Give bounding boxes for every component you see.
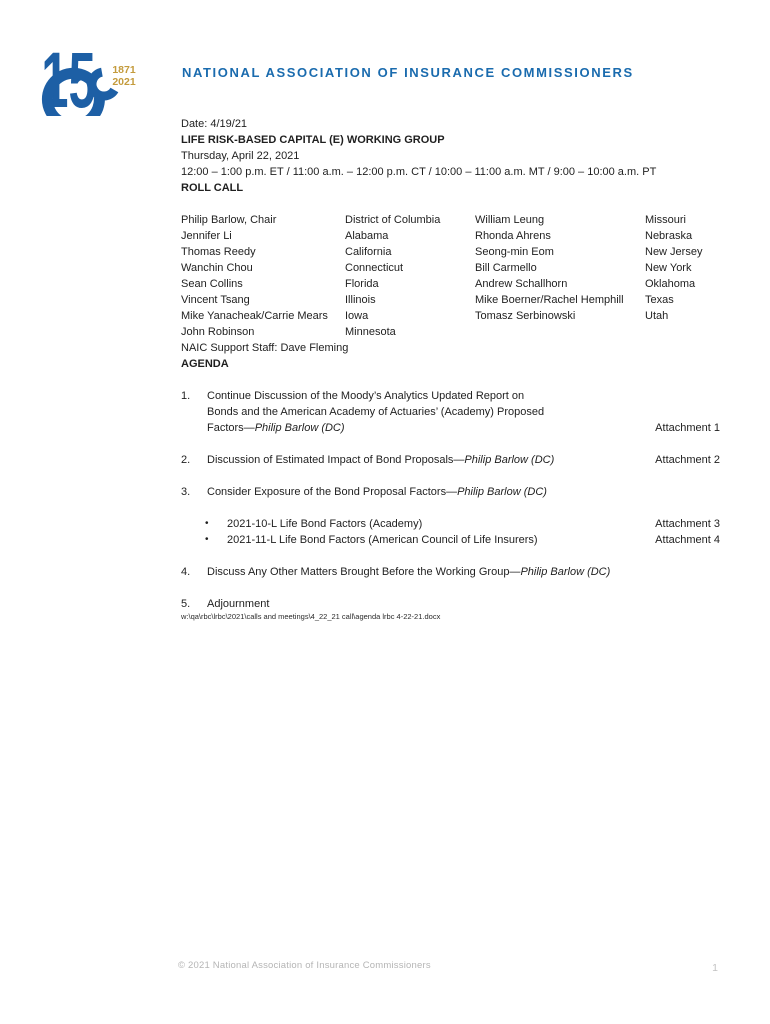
roll-call-name: Seong-min Eom <box>475 246 554 258</box>
roll-call-name: Thomas Reedy <box>181 246 256 258</box>
logo-number-15: 15 <box>41 38 96 116</box>
agenda-heading: AGENDA <box>181 358 229 370</box>
roll-call-state: Iowa <box>345 310 369 322</box>
roll-call-state: Oklahoma <box>645 278 696 290</box>
agenda-item-number: 4. <box>181 566 191 578</box>
attachment-label: Attachment 1 <box>655 422 720 434</box>
roll-call-state <box>645 324 720 340</box>
bullet-icon: • <box>205 518 209 529</box>
roll-call-state: Nebraska <box>645 230 693 242</box>
agenda-item-number: 3. <box>181 486 191 498</box>
org-name: NATIONAL ASSOCIATION OF INSURANCE COMMISSIONERS <box>182 65 634 80</box>
roll-call-name: Sean Collins <box>181 278 243 290</box>
roll-call-state: New Jersey <box>645 246 703 258</box>
agenda-item-1 <box>181 388 720 436</box>
agenda-item-text-line: Adjournment <box>207 598 270 610</box>
meeting-times: 12:00 – 1:00 p.m. ET / 11:00 a.m. – 12:00 p.m. CT / 10:00 – 11:00 a.m. MT / 9:00 – 10:00 a.m. PT <box>181 166 657 178</box>
support-staff-line: NAIC Support Staff: Dave Fleming <box>181 342 349 354</box>
roll-call-name: Tomasz Serbinowski <box>475 310 576 322</box>
roll-call-name: John Robinson <box>181 326 255 338</box>
document-body <box>181 116 720 622</box>
date-line: Date: 4/19/21 <box>181 118 248 130</box>
roll-call-state: Utah <box>645 310 669 322</box>
agenda-item-number: 5. <box>181 598 191 610</box>
roll-call-name: Rhonda Ahrens <box>475 230 551 242</box>
agenda-item-5 <box>181 596 720 612</box>
roll-call-state: Missouri <box>645 214 686 226</box>
roll-call-state: Texas <box>645 294 674 306</box>
agenda-item-text-line: Discuss Any Other Matters Brought Before the Working Group— <box>207 566 521 578</box>
bullet-text: 2021-10-L Life Bond Factors (Academy) <box>227 518 423 530</box>
bullet-item <box>205 516 720 532</box>
agenda-item-text <box>207 484 630 500</box>
roll-call-state: Illinois <box>345 294 376 306</box>
roll-call-name: Vincent Tsang <box>181 294 250 306</box>
agenda-item-text <box>207 452 630 468</box>
footer-copyright: © 2021 National Association of Insurance Commissioners <box>178 960 431 971</box>
logo-year-2021: 2021 <box>112 76 136 88</box>
agenda-item-text-line: Factors— <box>207 422 255 434</box>
agenda-item-text-line: Discussion of Estimated Impact of Bond Proposals— <box>207 454 465 466</box>
agenda-item-4 <box>181 564 720 580</box>
agenda-item-3-bullets <box>181 516 720 548</box>
bullet-icon: • <box>205 534 209 545</box>
roll-call-name: Wanchin Chou <box>181 262 253 274</box>
roll-call-state: Florida <box>345 278 379 290</box>
roll-call-state: California <box>345 246 392 258</box>
roll-call-name: Andrew Schallhorn <box>475 278 568 290</box>
agenda-item-presenter: Philip Barlow (DC) <box>457 486 547 498</box>
file-path: w:\qa\rbc\lrbc\2021\calls and meetings\4_22_21 call\agenda lrbc 4-22-21.docx <box>181 612 441 621</box>
agenda-item-2 <box>181 452 720 468</box>
roll-call-name: Mike Boerner/Rachel Hemphill <box>475 294 624 306</box>
logo-year-1871: 1871 <box>112 64 136 76</box>
naic-150-logo <box>40 38 146 116</box>
roll-call-name: Philip Barlow, Chair <box>181 214 277 226</box>
agenda-item-presenter: Philip Barlow (DC) <box>464 454 555 466</box>
roll-call-name <box>475 324 645 340</box>
agenda-item-text <box>207 596 630 612</box>
roll-call-state: New York <box>645 262 692 274</box>
roll-call-state: District of Columbia <box>345 214 441 226</box>
agenda-item-presenter: Philip Barlow (DC) <box>520 566 611 578</box>
roll-call-name: Mike Yanacheak/Carrie Mears <box>181 310 328 322</box>
roll-call-name: Bill Carmello <box>475 262 537 274</box>
bullet-item <box>205 532 720 548</box>
roll-call-state: Minnesota <box>345 326 396 338</box>
agenda-item-text-line: Continue Discussion of the Moody’s Analytics Updated Report on <box>207 390 525 402</box>
roll-call-heading: ROLL CALL <box>181 182 244 194</box>
agenda-item-text-line: Consider Exposure of the Bond Proposal Factors— <box>207 486 458 498</box>
meeting-day: Thursday, April 22, 2021 <box>181 150 300 162</box>
agenda-item-3 <box>181 484 720 500</box>
attachment-label: Attachment 3 <box>655 518 720 530</box>
meeting-title: LIFE RISK-BASED CAPITAL (E) WORKING GROUP <box>181 134 445 146</box>
bullet-text: 2021-11-L Life Bond Factors (American Council of Life Insurers) <box>227 534 538 546</box>
agenda-item-presenter: Philip Barlow (DC) <box>254 422 345 434</box>
roll-call-name: Jennifer Li <box>181 230 232 242</box>
naic-150-logo-graphic <box>40 38 146 116</box>
attachment-label: Attachment 4 <box>655 534 720 546</box>
roll-call-table <box>181 212 720 340</box>
agenda-item-number: 2. <box>181 454 191 466</box>
agenda-item-number: 1. <box>181 390 191 402</box>
masthead <box>0 0 770 116</box>
attachment-label: Attachment 2 <box>655 454 720 466</box>
agenda-item-text <box>207 564 630 580</box>
logo-zero-swirl <box>92 72 114 96</box>
page-number: 1 <box>712 962 718 974</box>
roll-call-state: Alabama <box>345 230 389 242</box>
roll-call-name: William Leung <box>475 214 545 226</box>
agenda-item-text <box>207 388 630 436</box>
agenda-item-text-line: Bonds and the American Academy of Actuaries’ (Academy) Proposed <box>207 406 545 418</box>
roll-call-state: Connecticut <box>345 262 404 274</box>
